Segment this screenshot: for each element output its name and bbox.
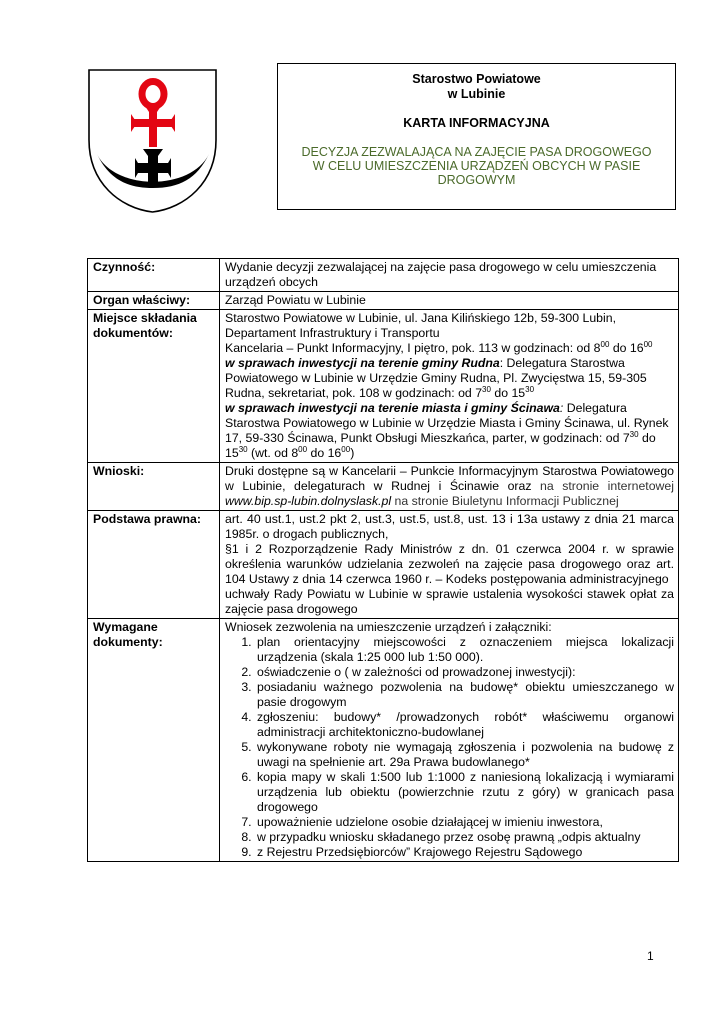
podstawa-p2: §1 i 2 Rozporządzenie Rady Ministrów z dn. 01 czerwca 2004 r. w sprawie określenia warunków udzielania zezwoleń na zajęcie pasa drogowego oraz art. 104 Ustawy z dnia 14 czerwca 1960 r. – Kodeks postępowania administracyjnego <box>225 542 674 586</box>
label-wymagane: Wymagane dokumenty: <box>88 619 220 862</box>
card-title: KARTA INFORMACYJNA <box>403 116 550 130</box>
row-wnioski <box>88 463 679 511</box>
decision-title-line2: W CELU UMIESZCZENIA URZĄDZEŃ OBCYCH W PASIE <box>312 159 641 173</box>
miejsce-scinawa: w sprawach inwestycji na terenie miasta i gminy Ścinawa: Delegatura Starostwa Powiatowego w Lubinie w Urzędzie Miasta i Gminy Ścinawa, ul. Rynek 17, 59-330 Ścinawa, Punkt Obsługi Mieszkańca, parter, w godzinach: od $7^{30}$ do $15^{30}$ (wt. od $8^{00}$ do $16^{00}$) <box>225 401 669 460</box>
miejsce-rudna: w sprawach inwestycji na terenie gminy Rudna: Delegatura Starostwa Powiatowego w Lubinie w Urzędzie Gminy Rudna, Pl. Zwycięstwa 15, 59-305 Rudna, sekretariat, pok. 108 w godzinach: od $7^{30}$ do $15^{30}$ <box>225 356 647 400</box>
label-organ: Organ właściwy: <box>88 292 220 310</box>
value-miejsce <box>220 310 679 463</box>
value-organ: Zarząd Powiatu w Lubinie <box>220 292 679 310</box>
decision-title <box>278 145 675 187</box>
list-item: 3. posiadaniu ważnego pozwolenia na budowę* obiektu umieszczanego w pasie drogowym <box>255 680 674 710</box>
county-crest-image <box>87 68 218 214</box>
decision-title-line1: DECYZJA ZEZWALAJĄCA NA ZAJĘCIE PASA DROGOWEGO <box>301 145 652 159</box>
list-item: 2. oświadczenie o ( w zależności od prowadzonej inwestycji): <box>255 665 674 680</box>
row-miejsce <box>88 310 679 463</box>
required-documents-list <box>225 635 674 860</box>
label-wnioski: Wnioski: <box>88 463 220 511</box>
value-podstawa <box>220 511 679 619</box>
header-box <box>277 63 676 210</box>
list-item: 9. z Rejestru Przedsiębiorców” Krajowego Rejestru Sądowego <box>255 845 674 860</box>
row-organ <box>88 292 679 310</box>
label-czynnosc: Czynność: <box>88 259 220 292</box>
label-miejsce: Miejsce składania dokumentów: <box>88 310 220 463</box>
office-name-line1: Starostwo Powiatowe <box>412 72 541 86</box>
list-item: 4. zgłoszeniu: budowy* /prowadzonych robót* właściwemu organowi administracji architektoniczno-budowlanej <box>255 710 674 740</box>
value-wymagane <box>220 619 679 862</box>
info-table <box>87 258 679 862</box>
list-item: 5. wykonywane roboty nie wymagają zgłoszenia i pozwolenia na budowę z uwagi na spełnienie art. 29a Prawa budowlanego* <box>255 740 674 770</box>
miejsce-kancelaria: Kancelaria – Punkt Informacyjny, I piętro, pok. 113 w godzinach: od $8^{00}$ do $16^{00}$ <box>225 339 653 355</box>
row-podstawa <box>88 511 679 619</box>
value-czynnosc: Wydanie decyzji zezwalającej na zajęcie pasa drogowego w celu umieszczenia urządzeń obcych <box>220 259 679 292</box>
row-czynnosc <box>88 259 679 292</box>
wymagane-intro: Wniosek zezwolenia na umieszczenie urządzeń i załączniki: <box>225 620 552 634</box>
page-number: 1 <box>647 949 654 963</box>
podstawa-p1: art. 40 ust.1, ust.2 pkt 2, ust.3, ust.5, ust.8, ust. 13 i 13a ustawy z dnia 21 marca 1985r. o drogach publicznych, <box>225 512 674 541</box>
list-item: 7. upoważnienie udzielone osobie działającej w imieniu inwestora, <box>255 815 674 830</box>
podstawa-p3: uchwały Rady Powiatu w Lubinie w sprawie ustalenia wysokości stawek opłat za zajęcie pasa drogowego <box>225 587 674 616</box>
miejsce-address: Starostwo Powiatowe w Lubinie, ul. Jana Kilińskiego 12b, 59-300 Lubin, <box>225 311 617 325</box>
office-name-line2: w Lubinie <box>447 87 506 101</box>
miejsce-department: Departament Infrastruktury i Transportu <box>225 326 440 340</box>
bip-link[interactable]: www.bip.sp-lubin.dolnyslask.pl <box>225 494 392 508</box>
row-wymagane <box>88 619 679 862</box>
list-item: 8. w przypadku wniosku składanego przez osobę prawną „odpis aktualny <box>255 830 674 845</box>
list-item: 1. plan orientacyjny miejscowości z oznaczeniem miejsca lokalizacji urządzenia (skala 1:25 000 lub 1:50 000). <box>255 635 674 665</box>
label-podstawa: Podstawa prawna: <box>88 511 220 619</box>
value-wnioski: Druki dostępne są w Kancelarii – Punkcie Informacyjnym Starostwa Powiatowego w Lubinie, delegaturach w Rudnej i Ścinawie oraz na stronie internetowej www.bip.sp-lubin.dolnyslask.pl na stronie Biuletynu Informacji Publicznej <box>220 463 679 511</box>
list-item: 6. kopia mapy w skali 1:500 lub 1:1000 z naniesioną lokalizacją i wymiarami urządzenia lub obiektu (powierzchnie rzutu z góry) w granicach pasa drogowego <box>255 770 674 815</box>
decision-title-line3: DROGOWYM <box>437 173 516 187</box>
